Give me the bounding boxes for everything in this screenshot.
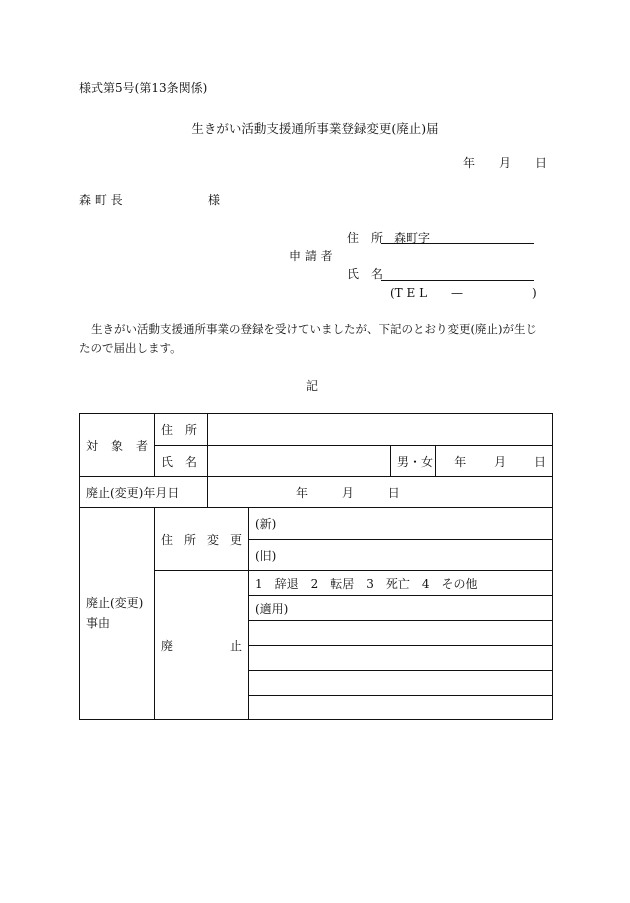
name-underline[interactable] — [381, 280, 534, 281]
birth-month: 月 — [494, 454, 507, 469]
address-change-label-cell — [155, 508, 249, 571]
blank-line-4[interactable] — [249, 696, 553, 720]
change-year: 年 — [296, 485, 309, 500]
reason-label-cell — [80, 508, 155, 720]
birth-day: 日 — [533, 454, 546, 469]
address-change-label: 住 所 変 更 — [161, 532, 242, 547]
old-label: (旧) — [255, 548, 277, 563]
subject-name-label: 氏 名 — [161, 454, 198, 469]
subject-address-field[interactable] — [208, 414, 553, 446]
gender-options: 男・女 — [397, 454, 434, 469]
subject-label: 対 象 者 — [86, 438, 148, 453]
subject-label-cell — [80, 414, 155, 477]
tel-open: (T E L — [390, 286, 428, 300]
tel-close: ) — [532, 286, 537, 300]
body-line-1: 生きがい活動支援通所事業の登録を受けていましたが、下記のとおり変更(廃止)が生じ — [91, 322, 537, 336]
abolition-label: 廃 止 — [161, 638, 242, 653]
applicant-address-value[interactable]: 森町字 — [394, 231, 431, 245]
subject-name-field[interactable] — [208, 446, 391, 477]
subject-address-label: 住 所 — [161, 423, 198, 437]
change-day: 日 — [387, 485, 400, 500]
gender-cell[interactable] — [391, 446, 436, 477]
address-underline — [381, 243, 534, 244]
date-day: 日 — [535, 156, 548, 170]
reason-label-1: 廃止(変更) — [86, 596, 144, 611]
birth-year: 年 — [454, 454, 467, 469]
reason-options: 1 辞退 2 転居 3 死亡 4 その他 — [255, 576, 478, 591]
addressee-name: 森 町 長 — [79, 193, 123, 207]
change-date-label: 廃止(変更)年月日 — [86, 485, 180, 500]
applicable-label: (適用) — [255, 601, 289, 616]
new-address-field[interactable] — [249, 508, 553, 540]
old-address-field[interactable] — [249, 540, 553, 571]
applicant-label: 申 請 者 — [289, 249, 333, 263]
tel-dash: — — [451, 286, 463, 300]
change-date-field[interactable] — [208, 477, 553, 508]
date-month: 月 — [499, 156, 512, 170]
reason-label-2: 事由 — [86, 615, 111, 630]
applicant-address-label: 住 所 — [347, 231, 384, 245]
ki-mark: 記 — [306, 379, 319, 393]
blank-line-1[interactable] — [249, 621, 553, 646]
subject-name-label-cell — [155, 446, 208, 477]
change-date-label-cell — [80, 477, 208, 508]
date-year: 年 — [463, 156, 476, 170]
applicant-name-label: 氏 名 — [347, 267, 384, 281]
document-title: 生きがい活動支援通所事業登録変更(廃止)届 — [191, 121, 439, 136]
addressee-honorific: 様 — [208, 193, 221, 207]
new-label: (新) — [255, 517, 277, 531]
body-line-2: たので届出します。 — [79, 341, 182, 355]
birth-date-field[interactable] — [436, 446, 553, 477]
blank-line-3[interactable] — [249, 671, 553, 696]
change-month: 月 — [341, 485, 354, 500]
notification-table — [79, 413, 553, 720]
blank-line-2[interactable] — [249, 646, 553, 671]
subject-address-label-cell — [155, 414, 208, 446]
reason-options-field[interactable] — [249, 571, 553, 596]
applicable-field[interactable] — [249, 596, 553, 621]
abolition-label-cell — [155, 571, 249, 720]
form-number: 様式第5号(第13条関係) — [79, 81, 208, 95]
